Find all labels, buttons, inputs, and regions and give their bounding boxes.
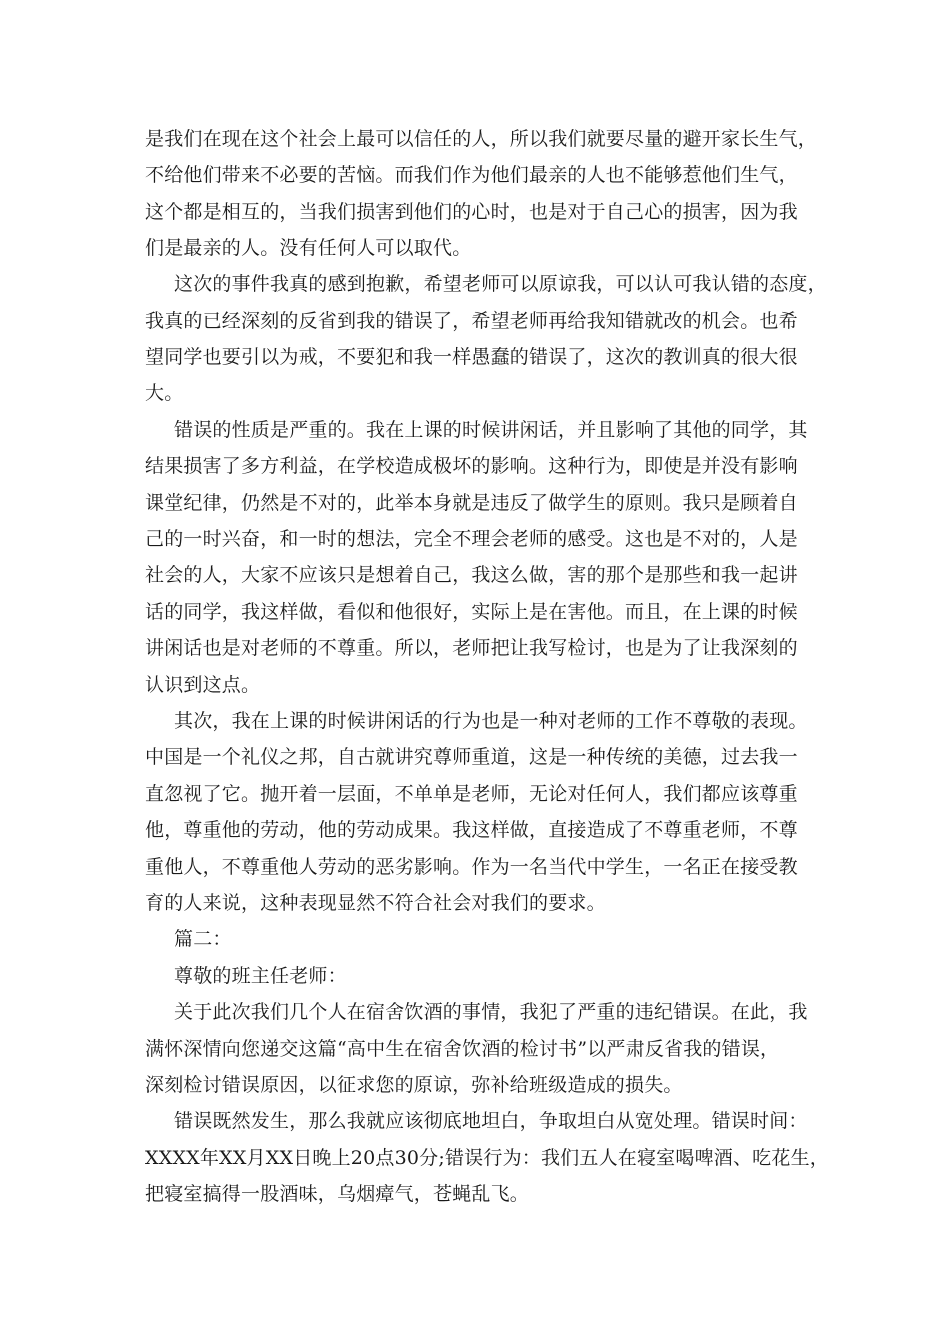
paragraph-line: 关于此次我们几个人在宿舍饮酒的事情，我犯了严重的违纪错误。在此，我 [174, 1001, 808, 1023]
paragraph-line: 这次的事件我真的感到抱歉，希望老师可以原谅我，可以认可我认错的态度， [174, 273, 827, 295]
paragraph-line: 重他人，不尊重他人劳动的恶劣影响。作为一名当代中学生，一名正在接受教 [145, 856, 798, 878]
paragraph-line: 讲闲话也是对老师的不尊重。所以，老师把让我写检讨，也是为了让我深刻的 [145, 637, 798, 659]
paragraph-line: 是我们在现在这个社会上最可以信任的人，所以我们就要尽量的避开家长生气， [145, 128, 818, 150]
paragraph-line: 大。 [145, 382, 184, 404]
paragraph-line: 把寝室搞得一股酒味，乌烟瘴气，苍蝇乱飞。 [145, 1183, 530, 1205]
paragraph-line: 其次，我在上课的时候讲闲话的行为也是一种对老师的工作不尊敬的表现。 [174, 710, 808, 732]
paragraph-line: 这个都是相互的，当我们损害到他们的心时，也是对于自己心的损害，因为我 [145, 201, 798, 223]
paragraph-line: 满怀深情向您递交这篇“高中生在宿舍饮酒的检讨书”以严肃反省我的错误， [145, 1038, 780, 1060]
paragraph-line: 错误既然发生，那么我就应该彻底地坦白，争取坦白从宽处理。错误时间： [174, 1110, 808, 1132]
paragraph-line: 错误的性质是严重的。我在上课的时候讲闲话，并且影响了其他的同学，其 [174, 419, 808, 441]
paragraph-line: 不给他们带来不必要的苦恼。而我们作为他们最亲的人也不能够惹他们生气， [145, 164, 798, 186]
paragraph-line: 我真的已经深刻的反省到我的错误了，希望老师再给我知错就改的机会。也希 [145, 310, 798, 332]
paragraph-line: 社会的人，大家不应该只是想着自己，我这么做，害的那个是那些和我一起讲 [145, 564, 798, 586]
paragraph-line: 们是最亲的人。没有任何人可以取代。 [145, 237, 472, 259]
section-heading: 篇二： [174, 928, 232, 950]
paragraph-line: 课堂纪律，仍然是不对的，此举本身就是违反了做学生的原则。我只是顾着自 [145, 492, 798, 514]
paragraph-line: 他，尊重他的劳动，他的劳动成果。我这样做，直接造成了不尊重老师，不尊 [145, 819, 798, 841]
salutation: 尊敬的班主任老师： [174, 965, 347, 987]
paragraph-line: 深刻检讨错误原因，以征求您的原谅，弥补给班级造成的损失。 [145, 1074, 683, 1096]
paragraph-line: 己的一时兴奋，和一时的想法，完全不理会老师的感受。这也是不对的，人是 [145, 528, 798, 550]
paragraph-line: XXXX年XX月XX日晚上20点30分;错误行为：我们五人在寝室喝啤酒、吃花生， [145, 1147, 829, 1169]
paragraph-line: 望同学也要引以为戒，不要犯和我一样愚蠢的错误了，这次的教训真的很大很 [145, 346, 798, 368]
paragraph-line: 育的人来说，这种表现显然不符合社会对我们的要求。 [145, 892, 606, 914]
paragraph-line: 结果损害了多方利益，在学校造成极坏的影响。这种行为，即使是并没有影响 [145, 455, 798, 477]
paragraph-line: 话的同学，我这样做，看似和他很好，实际上是在害他。而且，在上课的时候 [145, 601, 798, 623]
paragraph-line: 直忽视了它。抛开着一层面，不单单是老师，无论对任何人，我们都应该尊重 [145, 783, 798, 805]
paragraph-line: 中国是一个礼仪之邦，自古就讲究尊师重道，这是一种传统的美德，过去我一 [145, 746, 798, 768]
paragraph-line: 认识到这点。 [145, 674, 261, 696]
